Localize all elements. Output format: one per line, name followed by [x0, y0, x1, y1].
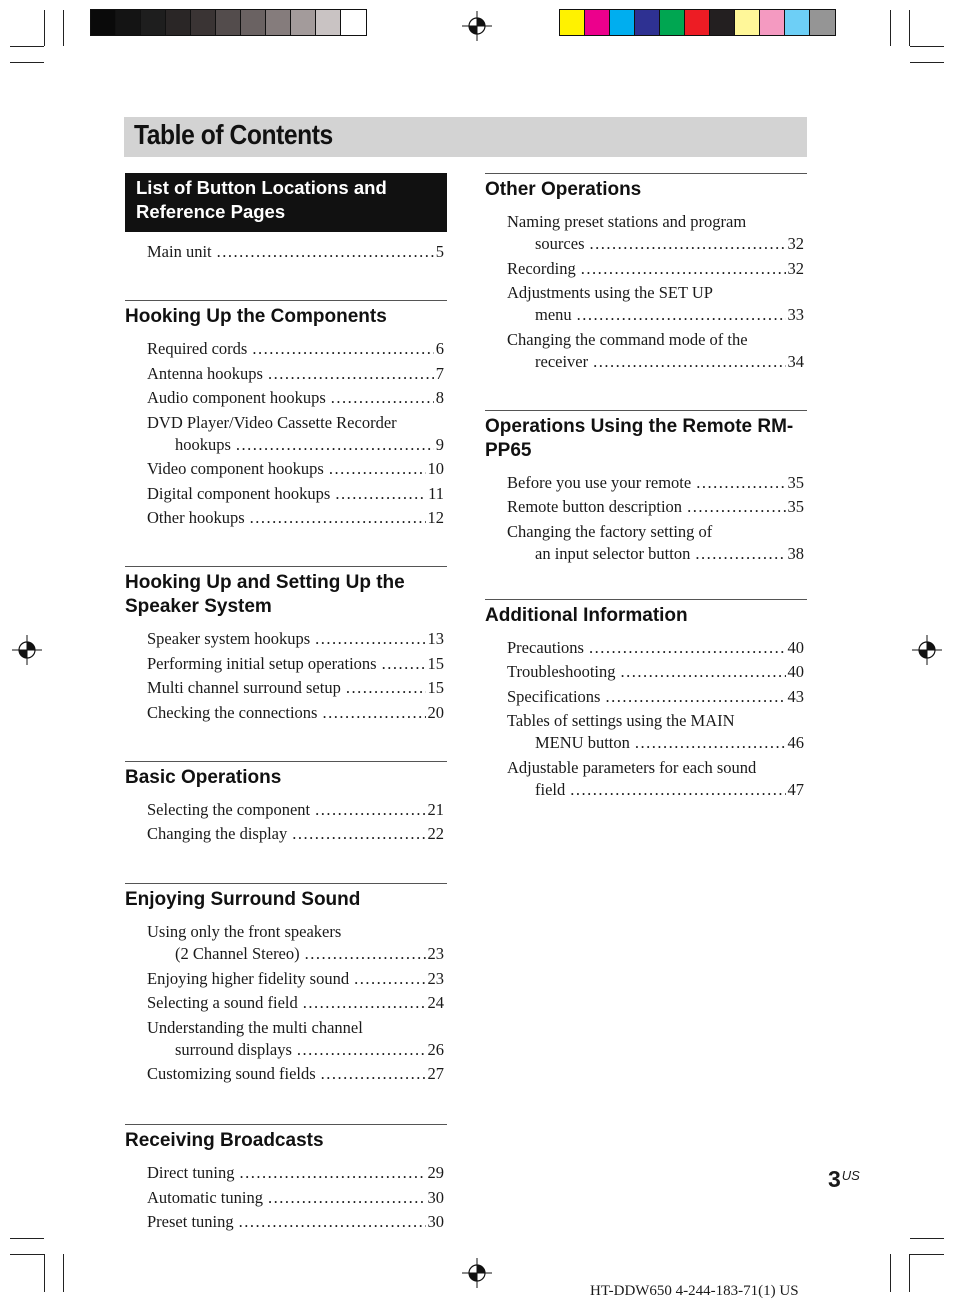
dot-leader	[581, 258, 786, 280]
entry-page-number: 34	[787, 351, 804, 371]
color-swatch	[191, 10, 216, 35]
dot-leader	[240, 1162, 426, 1184]
crop-mark	[44, 10, 45, 46]
entry-row	[147, 992, 444, 1014]
entry-title: Speaker system hookups	[147, 629, 311, 648]
title-bar	[124, 117, 807, 157]
entry-title-line1: DVD Player/Video Cassette Recorder	[147, 412, 397, 432]
toc-entry[interactable]	[147, 653, 444, 675]
entry-title: Automatic tuning	[147, 1187, 263, 1207]
entry-title: Direct tuning	[147, 1163, 235, 1182]
entry-title: Audio component hookups	[147, 388, 326, 407]
entry-title-line1: Tables of settings using the MAIN	[507, 711, 735, 730]
color-swatch	[735, 10, 760, 35]
toc-entry[interactable]	[147, 338, 444, 360]
entry-row	[507, 732, 804, 754]
crop-mark	[10, 1238, 44, 1239]
entry-row	[147, 823, 444, 845]
dot-leader	[335, 483, 426, 505]
color-swatch	[610, 10, 635, 35]
toc-entry[interactable]	[147, 483, 444, 505]
color-swatch	[341, 10, 366, 35]
section-heading: Basic Operations	[125, 761, 447, 790]
toc-entry[interactable]	[147, 387, 444, 409]
crop-mark	[10, 62, 44, 63]
entry-list	[485, 211, 807, 373]
entry-row	[147, 968, 444, 990]
entry-title: Checking the connections	[147, 702, 318, 722]
dot-leader	[292, 823, 425, 845]
crop-mark	[910, 1238, 944, 1239]
entry-title: MENU button	[535, 733, 630, 752]
page-number-suffix: US	[841, 1168, 860, 1183]
color-swatch	[635, 10, 660, 35]
entry-page-number: 6	[435, 339, 444, 358]
dot-leader	[315, 799, 425, 821]
toc-entry[interactable]	[147, 241, 444, 263]
toc-entry[interactable]	[507, 329, 804, 373]
color-swatch	[291, 10, 316, 35]
toc-entry[interactable]	[147, 458, 444, 480]
dot-leader	[354, 968, 425, 990]
toc-entry[interactable]	[147, 1187, 444, 1209]
crop-mark	[910, 46, 944, 47]
entry-title: receiver	[535, 351, 589, 371]
toc-entry[interactable]	[507, 710, 804, 754]
entry-title: Selecting the component	[147, 799, 311, 819]
registration-mark-icon	[12, 635, 42, 665]
toc-left-column	[125, 173, 447, 1236]
entry-title: Required cords	[147, 339, 248, 358]
toc-entry[interactable]	[147, 628, 444, 650]
dot-leader	[331, 387, 434, 409]
toc-entry[interactable]	[147, 1017, 444, 1061]
entry-page-number: 15	[427, 678, 444, 697]
registration-mark-icon	[462, 11, 492, 41]
toc-entry[interactable]	[147, 702, 444, 724]
entry-list	[125, 799, 447, 846]
entry-title: Antenna hookups	[147, 363, 263, 383]
toc-section	[485, 173, 807, 373]
entry-title: an input selector button	[535, 543, 691, 563]
toc-right-column	[485, 173, 807, 803]
entry-page-number: 30	[427, 1187, 444, 1207]
entry-title-line1: Adjustments using the SET UP	[507, 283, 713, 302]
toc-entry[interactable]	[507, 637, 804, 659]
color-swatch	[585, 10, 610, 35]
entry-page-number: 20	[427, 702, 444, 722]
crop-mark	[910, 62, 944, 63]
toc-entry[interactable]	[147, 507, 444, 529]
entry-page-number: 24	[427, 993, 444, 1012]
entry-list	[125, 241, 447, 263]
color-calibration-strip	[559, 9, 836, 36]
entry-page-number: 32	[787, 258, 804, 278]
section-heading: Other Operations	[485, 173, 807, 202]
section-heading: Enjoying Surround Sound	[125, 883, 447, 912]
entry-title-line1: Understanding the multi channel	[147, 1017, 363, 1037]
entry-page-number: 40	[787, 637, 804, 657]
entry-row	[147, 1063, 444, 1085]
color-swatch	[810, 10, 835, 35]
toc-entry[interactable]	[147, 992, 444, 1014]
toc-section	[485, 410, 807, 565]
entry-page-number: 35	[787, 472, 804, 492]
page-number	[828, 1166, 860, 1193]
toc-section	[485, 599, 807, 801]
toc-entry[interactable]	[147, 1162, 444, 1184]
entry-row	[147, 1187, 444, 1209]
entry-title-line1: Changing the command mode of the	[507, 329, 748, 349]
crop-mark	[10, 46, 44, 47]
entry-title: Remote button description	[507, 497, 683, 516]
entry-row	[507, 686, 804, 708]
entry-title: Digital component hookups	[147, 483, 331, 503]
entry-list	[125, 1162, 447, 1233]
toc-entry[interactable]	[507, 521, 804, 565]
dot-leader	[268, 363, 434, 385]
color-swatch	[266, 10, 291, 35]
entry-row	[507, 661, 804, 683]
dot-leader	[593, 351, 785, 373]
entry-page-number: 47	[787, 779, 804, 799]
dot-leader	[321, 1063, 426, 1085]
entry-row	[507, 779, 804, 801]
section-heading: List of Button Locations and Reference Pages	[125, 173, 447, 232]
entry-title: (2 Channel Stereo)	[175, 944, 300, 963]
entry-title: Multi channel surround setup	[147, 678, 341, 697]
toc-entry[interactable]	[147, 677, 444, 699]
dot-leader	[217, 241, 434, 263]
entry-title: Precautions	[507, 637, 584, 657]
color-swatch	[685, 10, 710, 35]
entry-row	[147, 387, 444, 409]
entry-title: Video component hookups	[147, 459, 324, 478]
color-swatch	[316, 10, 341, 35]
crop-mark	[909, 1254, 910, 1292]
entry-row	[147, 1162, 444, 1184]
registration-mark-icon	[912, 635, 942, 665]
toc-section	[125, 300, 447, 529]
color-swatch	[241, 10, 266, 35]
entry-title: menu	[535, 305, 572, 324]
dot-leader	[621, 661, 786, 683]
entry-row	[147, 677, 444, 699]
entry-page-number: 40	[787, 662, 804, 681]
toc-section	[125, 566, 447, 724]
dot-leader	[346, 677, 426, 699]
color-swatch	[141, 10, 166, 35]
section-heading: Operations Using the Remote RM-PP65	[485, 410, 807, 463]
entry-row	[507, 304, 804, 326]
color-swatch	[166, 10, 191, 35]
color-swatch	[91, 10, 116, 35]
entry-title: Main unit	[147, 242, 212, 261]
toc-entry[interactable]	[507, 472, 804, 494]
color-swatch	[560, 10, 585, 35]
toc-entry[interactable]	[147, 1211, 444, 1233]
entry-row	[507, 233, 804, 255]
entry-page-number: 30	[427, 1212, 444, 1231]
entry-title: Customizing sound fields	[147, 1064, 316, 1083]
crop-mark	[10, 1254, 44, 1255]
toc-entry[interactable]	[507, 282, 804, 326]
entry-page-number: 12	[427, 508, 444, 527]
entry-page-number: 23	[427, 944, 444, 963]
color-swatch	[216, 10, 241, 35]
toc-entry[interactable]	[507, 258, 804, 280]
toc-entry[interactable]	[147, 363, 444, 385]
entry-title-line1: Naming preset stations and program	[507, 212, 747, 231]
entry-page-number: 10	[427, 459, 444, 478]
dot-leader	[329, 458, 426, 480]
entry-page-number: 32	[787, 234, 804, 253]
entry-title: Other hookups	[147, 508, 245, 527]
dot-leader	[382, 653, 426, 675]
entry-row	[147, 628, 444, 650]
entry-page-number: 29	[427, 1163, 444, 1182]
section-heading: Receiving Broadcasts	[125, 1124, 447, 1153]
toc-entry[interactable]	[147, 412, 444, 456]
entry-page-number: 21	[427, 799, 444, 819]
page-title: Table of Contents	[134, 119, 333, 150]
dot-leader	[305, 943, 426, 965]
dot-leader	[297, 1039, 426, 1061]
entry-row	[507, 543, 804, 565]
entry-page-number: 23	[427, 968, 444, 988]
entry-title: Before you use your remote	[507, 472, 692, 492]
entry-row	[147, 241, 444, 263]
entry-row	[147, 702, 444, 724]
toc-section	[125, 1124, 447, 1233]
crop-mark	[909, 10, 910, 46]
entry-title: Specifications	[507, 686, 601, 706]
crop-mark	[890, 1254, 891, 1292]
entry-title: Troubleshooting	[507, 662, 616, 681]
entry-page-number: 7	[435, 363, 444, 383]
entry-page-number: 13	[427, 629, 444, 648]
toc-entry[interactable]	[147, 968, 444, 990]
entry-row	[147, 458, 444, 480]
entry-row	[507, 351, 804, 373]
entry-title: hookups	[175, 434, 231, 454]
dot-leader	[696, 472, 785, 494]
dot-leader	[605, 686, 785, 708]
dot-leader	[236, 434, 434, 456]
entry-row	[147, 434, 444, 456]
entry-title: field	[535, 779, 566, 799]
toc-entry[interactable]	[507, 757, 804, 801]
toc-entry[interactable]	[507, 661, 804, 683]
dot-leader	[577, 304, 786, 326]
entry-row	[147, 653, 444, 675]
registration-mark-icon	[462, 1258, 492, 1288]
entry-row	[147, 943, 444, 965]
dot-leader	[687, 496, 785, 518]
dot-leader	[303, 992, 426, 1014]
entry-page-number: 8	[435, 388, 444, 407]
dot-leader	[268, 1187, 426, 1209]
entry-page-number: 38	[787, 543, 804, 563]
entry-list	[485, 472, 807, 565]
crop-mark	[910, 1254, 944, 1255]
entry-page-number: 43	[787, 686, 804, 706]
entry-title: Changing the display	[147, 824, 288, 843]
dot-leader	[250, 507, 426, 529]
entry-row	[147, 1211, 444, 1233]
toc-entry[interactable]	[507, 686, 804, 708]
crop-mark	[890, 10, 891, 46]
toc-section	[125, 883, 447, 1085]
toc-entry[interactable]	[147, 799, 444, 821]
dot-leader	[315, 628, 425, 650]
dot-leader	[322, 702, 425, 724]
entry-row	[147, 799, 444, 821]
entry-title: Preset tuning	[147, 1212, 234, 1231]
dot-leader	[635, 732, 786, 754]
entry-page-number: 46	[787, 733, 804, 752]
dot-leader	[695, 543, 785, 565]
entry-row	[507, 258, 804, 280]
entry-row	[147, 363, 444, 385]
entry-page-number: 33	[787, 305, 804, 324]
toc-section	[125, 173, 447, 263]
crop-mark	[63, 10, 64, 46]
color-swatch	[710, 10, 735, 35]
toc-entry[interactable]	[147, 823, 444, 845]
entry-page-number: 35	[787, 497, 804, 516]
gray-calibration-strip	[90, 9, 367, 36]
dot-leader	[252, 338, 433, 360]
entry-page-number: 27	[427, 1064, 444, 1083]
section-heading: Hooking Up the Components	[125, 300, 447, 329]
entry-list	[125, 338, 447, 529]
page-number-value: 3	[828, 1166, 841, 1192]
dot-leader	[589, 637, 786, 659]
color-swatch	[116, 10, 141, 35]
entry-page-number: 11	[428, 483, 444, 503]
toc-entry[interactable]	[507, 211, 804, 255]
entry-list	[485, 637, 807, 801]
toc-entry[interactable]	[147, 1063, 444, 1085]
entry-title: Selecting a sound field	[147, 993, 298, 1012]
footer-model-code: HT-DDW650 4-244-183-71(1) US	[590, 1283, 799, 1299]
entry-page-number: 26	[427, 1039, 444, 1059]
entry-row	[147, 483, 444, 505]
color-swatch	[760, 10, 785, 35]
color-swatch	[785, 10, 810, 35]
crop-mark	[44, 1254, 45, 1292]
dot-leader	[239, 1211, 426, 1233]
entry-title: surround displays	[175, 1039, 292, 1059]
toc-entry[interactable]	[507, 496, 804, 518]
dot-leader	[589, 233, 785, 255]
entry-title-line1: Using only the front speakers	[147, 922, 342, 941]
entry-list	[125, 921, 447, 1085]
entry-page-number: 15	[427, 653, 444, 673]
entry-row	[507, 496, 804, 518]
entry-title: Enjoying higher fidelity sound	[147, 968, 350, 988]
entry-page-number: 9	[435, 434, 444, 454]
entry-row	[147, 338, 444, 360]
entry-row	[147, 1039, 444, 1061]
entry-title: sources	[535, 234, 585, 253]
entry-list	[125, 628, 447, 724]
crop-mark	[63, 1254, 64, 1292]
entry-row	[507, 637, 804, 659]
entry-title: Recording	[507, 258, 576, 278]
entry-row	[507, 472, 804, 494]
toc-section	[125, 761, 447, 846]
dot-leader	[570, 779, 785, 801]
entry-page-number: 22	[427, 824, 444, 843]
entry-title: Performing initial setup operations	[147, 653, 377, 673]
section-heading: Hooking Up and Setting Up the Speaker System	[125, 566, 447, 619]
color-swatch	[660, 10, 685, 35]
toc-entry[interactable]	[147, 921, 444, 965]
entry-title-line1: Adjustable parameters for each sound	[507, 757, 757, 777]
entry-row	[147, 507, 444, 529]
section-heading: Additional Information	[485, 599, 807, 628]
entry-page-number: 5	[435, 242, 444, 261]
entry-title-line1: Changing the factory setting of	[507, 521, 713, 541]
